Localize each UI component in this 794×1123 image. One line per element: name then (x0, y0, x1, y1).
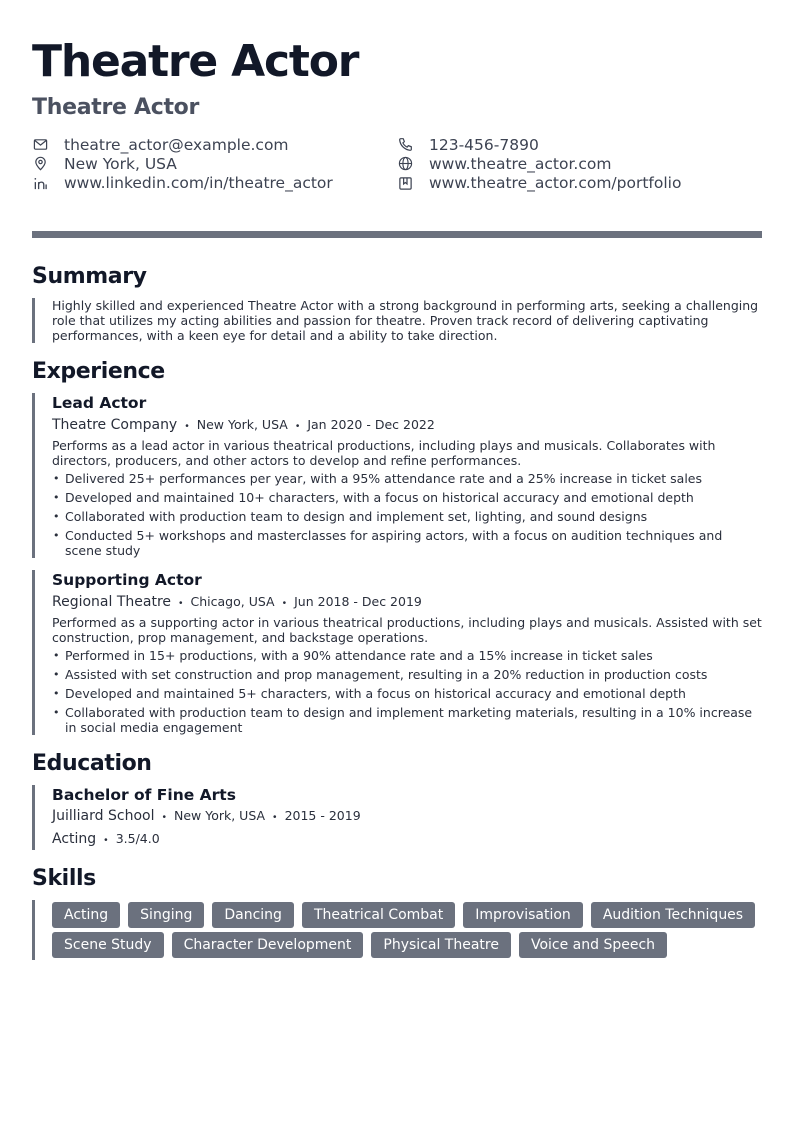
list-item: • Assisted with set construction and prop management, resulting in a 20% reduction in production costs (52, 667, 762, 682)
separator-dot: • (273, 811, 277, 823)
skill-tag: Scene Study (52, 932, 164, 958)
skills-list (32, 900, 762, 960)
list-item: • Delivered 25+ performances per year, with a 95% attendance rate and a 25% increase in ticket sales (52, 471, 762, 486)
list-item: • Collaborated with production team to design and implement marketing materials, resulting in a 10% increase in social media engagement (52, 705, 762, 735)
experience-entry (32, 393, 762, 558)
experience-entry (32, 570, 762, 735)
skill-tag: Theatrical Combat (302, 902, 455, 928)
globe-icon (397, 156, 413, 172)
separator-dot: • (162, 811, 166, 823)
list-item: • Developed and maintained 10+ characters, with a focus on historical accuracy and emotional depth (52, 490, 762, 505)
contact-website[interactable] (397, 154, 762, 173)
education-dates: 2015 - 2019 (284, 807, 361, 823)
education-field-meta (52, 830, 762, 850)
education-meta (52, 807, 762, 827)
contact-linkedin-text: www.linkedin.com/in/theatre_actor (64, 174, 333, 193)
skills-heading: Skills (32, 865, 96, 891)
separator-dot: • (185, 420, 189, 432)
contact-website-text: www.theatre_actor.com (429, 154, 612, 173)
job-bullets (52, 471, 762, 558)
job-bullets (52, 648, 762, 735)
summary-heading: Summary (32, 263, 147, 289)
skill-tag: Acting (52, 902, 120, 928)
gpa: 3.5/4.0 (115, 830, 160, 846)
job-company: Regional Theatre (52, 593, 172, 610)
separator-dot: • (295, 420, 300, 432)
list-item: • Conducted 5+ workshops and masterclasses for aspiring actors, with a focus on audition techniques and scene study (52, 528, 762, 558)
education-heading: Education (32, 750, 152, 776)
contact-email[interactable] (32, 135, 397, 154)
skill-tag: Voice and Speech (519, 932, 667, 958)
linkedin-icon (32, 175, 48, 191)
skill-tag: Character Development (172, 932, 364, 958)
contact-list (32, 135, 762, 193)
job-dates: Jun 2018 - Dec 2019 (294, 593, 422, 609)
contact-linkedin[interactable] (32, 174, 397, 193)
mail-icon (32, 137, 48, 153)
phone-icon (397, 137, 413, 153)
skill-tag: Physical Theatre (371, 932, 511, 958)
education-entry (32, 785, 762, 850)
job-description: Performed as a supporting actor in various theatrical productions, including plays and musicals. Assisted with set construction, prop management, and backstage operations. (52, 614, 762, 645)
location-icon (32, 156, 48, 172)
job-location: New York, USA (196, 416, 288, 432)
skill-tag: Singing (128, 902, 204, 928)
separator-dot: • (179, 597, 183, 609)
separator-dot: • (104, 834, 108, 846)
job-meta (52, 593, 762, 613)
job-meta (52, 416, 762, 436)
field-of-study: Acting (52, 830, 97, 847)
contact-email-text: theatre_actor@example.com (64, 135, 289, 154)
job-title: Theatre Actor (32, 95, 200, 120)
contact-phone[interactable] (397, 135, 762, 154)
header-divider (32, 231, 762, 238)
job-location: Chicago, USA (190, 593, 275, 609)
separator-dot: • (282, 597, 287, 609)
skill-tag: Dancing (212, 902, 294, 928)
bookmark-icon (397, 175, 413, 191)
list-item: • Performed in 15+ productions, with a 90% attendance rate and a 15% increase in ticket sales (52, 648, 762, 663)
list-item: • Collaborated with production team to design and implement set, lighting, and sound designs (52, 509, 762, 524)
school-name: Juilliard School (52, 807, 155, 824)
job-dates: Jan 2020 - Dec 2022 (307, 416, 435, 432)
experience-heading: Experience (32, 358, 165, 384)
job-role: Supporting Actor (52, 570, 202, 589)
job-role: Lead Actor (52, 393, 147, 412)
school-location: New York, USA (173, 807, 266, 823)
skill-tag: Audition Techniques (591, 902, 755, 928)
degree-title: Bachelor of Fine Arts (52, 785, 236, 804)
contact-location-text: New York, USA (64, 154, 177, 173)
contact-portfolio-text: www.theatre_actor.com/portfolio (429, 174, 682, 193)
job-company: Theatre Company (52, 416, 178, 433)
skill-tag: Improvisation (463, 902, 583, 928)
job-description: Performs as a lead actor in various theatrical productions, including plays and musicals. Collaborates with directors, producers, and other actors to develop and refine performances. (52, 437, 716, 468)
summary-text: Highly skilled and experienced Theatre Actor with a strong background in performing arts, seeking a challenging role that utilizes my acting abilities and passion for theatre. Proven track record of delivering captivating performances, with a keen eye for detail and a ability to take direction. (32, 298, 762, 343)
name-heading: Theatre Actor (32, 36, 359, 87)
contact-portfolio[interactable] (397, 174, 762, 193)
list-item: • Developed and maintained 5+ characters, with a focus on historical accuracy and emotional depth (52, 686, 762, 701)
contact-phone-text: 123-456-7890 (429, 135, 539, 154)
contact-location (32, 154, 397, 173)
